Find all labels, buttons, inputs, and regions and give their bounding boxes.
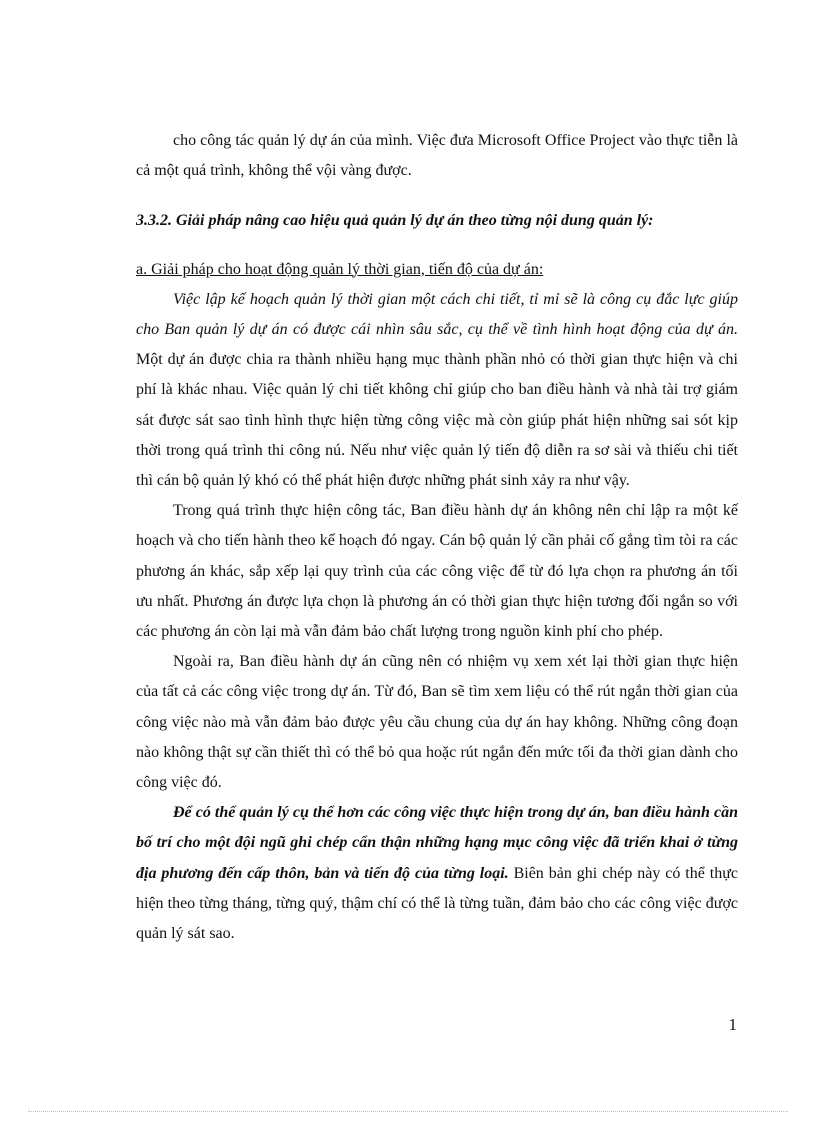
section-heading: 3.3.2. Giải pháp nâng cao hiệu quả quản lý dự án theo từng nội dung quản lý: (136, 212, 654, 230)
paragraph-intro: cho công tác quản lý dự án của mình. Việc đưa Microsoft Office Project vào thực tiễn là cả một quá trình, không thể vội vàng được. (136, 132, 738, 180)
paragraph-review: Ngoài ra, Ban điều hành dự án cũng nên có nhiệm vụ xem xét lại thời gian thực hiện của tất cả các công việc trong dự án. Từ đó, Ban sẽ tìm xem liệu có thể rút ngắn thời gian của công việc nào mà vẫn đảm bảo được yêu cầu chung của dự án hay không. Những công đoạn nào không thật sự cần thiết thì có thể bỏ qua hoặc rút ngắn đến mức tối đa thời gian dành cho công việc đó. (136, 653, 738, 792)
paragraph-recording-lead: Để có thể quản lý cụ thể hơn các công việc thực hiện trong dự án, ban điều hành cần bố trí cho một đội ngũ ghi chép cẩn thận những hạng mục công việc đã triển khai ở từng địa phương đến cấp thôn, bản và tiến độ của từng loại. (136, 804, 738, 882)
paragraph-alternatives: Trong quá trình thực hiện công tác, Ban điều hành dự án không nên chỉ lập ra một kế hoạch và cho tiến hành theo kế hoạch đó ngay. Cán bộ quản lý cần phải cố gắng tìm tòi ra các phương án khác, sắp xếp lại quy trình của các công việc để từ đó lựa chọn ra phương án tối ưu nhất. Phương án được lựa chọn là phương án có thời gian thực hiện tương đối ngắn so với các phương án còn lại mà vẫn đảm bảo chất lượng trong nguồn kinh phí cho phép. (136, 502, 738, 641)
paragraph-recording-body: Biên bản ghi chép này có thể thực hiện theo từng tháng, từng quý, thậm chí có thể là từng tuần, đảm bảo cho các công việc được quản lý sát sao. (136, 864, 739, 943)
paragraph-recording (136, 798, 738, 949)
paragraph-time-planning (136, 285, 738, 496)
paragraph-time-planning-lead: Việc lập kế hoạch quản lý thời gian một cách chi tiết, tỉ mỉ sẽ là công cụ đắc lực giúp cho Ban quản lý dự án có được cái nhìn sâu sắc, cụ thể về tình hình hoạt động của dự án. (136, 290, 738, 339)
page-content (136, 126, 738, 949)
page-number: 1 (728, 1015, 737, 1034)
paragraph-time-planning-body: Một dự án được chia ra thành nhiều hạng mục thành phần nhỏ có thời gian thực hiện và chi phí là khác nhau. Việc quản lý chi tiết không chỉ giúp cho ban điều hành và nhà tài trợ giám sát được sát sao tình hình thực hiện từng công việc mà còn giúp phát hiện những sai sót kịp thời trong quá trình thi công nú. Nếu như việc quản lý tiến độ diễn ra sơ sài và thiếu chi tiết thì cán bộ quản lý khó có thể phát hiện được những phát sinh xảy ra như vậy. (136, 351, 738, 490)
footer-divider (28, 1111, 788, 1112)
subsection-heading: a. Giải pháp cho hoạt động quản lý thời gian, tiến độ của dự án: (136, 260, 544, 278)
